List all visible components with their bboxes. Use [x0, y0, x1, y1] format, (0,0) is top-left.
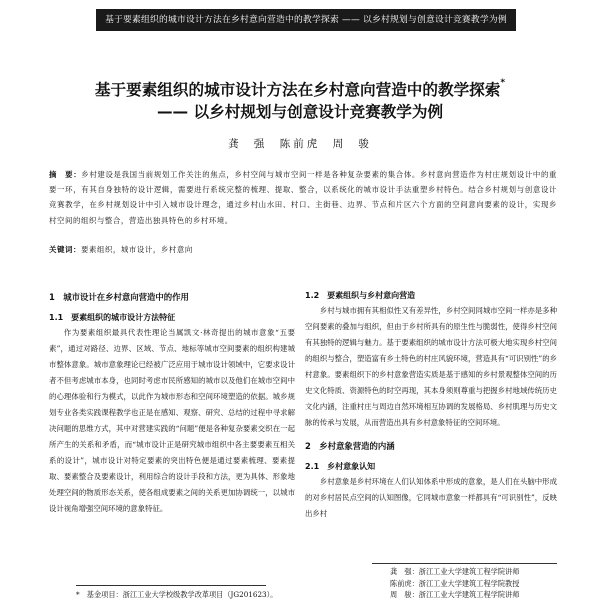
section-2-1-heading: 2.1 乡村意象认知 — [305, 462, 376, 471]
fund-footnote: * 基金项目：浙江工业大学校级教学改革项目（JG201623）。 — [76, 590, 278, 599]
author-info-divider — [372, 563, 557, 564]
section-1-2-body: 乡村与城市拥有其相似性又有差异性，乡村空间同城市空间一样亦是多种空间要素的叠加与组织，但由于乡村所具有的原生性与脆弱性，使得乡村空间有其独特的逻辑与魅力。基于要素组织的城市设计方法可极大地实现乡村空间的组织与整合，塑造富有乡土特色的村庄风貌环境，营造具有“可识别性”的乡村意象。要素组织下的乡村意象营造实质是基于感知的乡村景观整体空间的历史文化特质、资源特色的时空再现，其本身须则尊重与把握乡村地域传统历史文化内涵，注重村庄与周边自然环境相互协调的发展格局、乡村肌理与历史文脉的传承与发展，从而营造出具有乡村意象特征的空间环境。 — [305, 306, 557, 427]
author-info — [390, 566, 560, 601]
author-info-line: 龚 强：浙江工业大学建筑工程学院讲师 — [390, 567, 520, 576]
section-2-1-body: 乡村意象是乡村环境在人们认知体系中形成的意象，是人们在头脑中形成的对乡村居民点空间的认知图像，它同城市意象一样都具有“可识别性”，反映出乡村 — [305, 477, 557, 518]
author-info-line: 周 骏：浙江工业大学建筑工程学院讲师 — [390, 590, 520, 599]
keywords — [49, 243, 557, 257]
author-list: 龚 强 陈前虎 周 骏 — [228, 138, 372, 150]
keywords-text: 要素组织，城市设计，乡村意向 — [80, 245, 193, 254]
abstract-text: 乡村建设是我国当前规划工作关注的焦点，乡村空间与城市空间一样是各种复杂要素的集合体。乡村意向营造作为村庄规划设计中的重要一环，有其自身独特的设计逻辑，需要进行系统完整的梳理、提取、整合，以系统化的城市设计手法重塑乡村特色。结合乡村规划与创意设计竞赛教学，在乡村规划设计中引入城市设计理念，通过乡村山水田、村口、主街巷、边界、节点和片区六个方面的空间意向要素的设计，实现乡村空间的组织与整合，营造出独具特色的乡村环境。 — [49, 170, 558, 225]
section-1-heading: 1 城市设计在乡村意向营造中的作用 — [49, 292, 189, 302]
section-1-1-body: 作为要素组织最具代表性理论当属凯文·林奇提出的城市意象“五要素”，通过对路径、边界、区域、节点、地标等城市空间要素的组织构建城市整体意象。城市意象理论已经被广泛应用于城市设计领域中，它要求设计者不但考虑城市本身，也同时考虑市民所感知的城市以及他们在城市空间中的心理体验和行为模式，以此作为城市形态和空间环境塑造的依据。城乡规划专业各类实践课程教学也正是在感知、观察、研究、总结的过程中寻求解决问题的思维方式，其中对营建实践的“问题”便是各种复杂要素交织在一起所产生的关系和矛盾，而“城市设计正是研究城市组织中各主要要素互相关系的设计”，城市设计对特定要素的突出特色便是通过要素梳理、要素提取、要素整合及要素设计，利用综合的设计手段和方法，更为具体、形象地处理空间的物质形态关系，使各组成要素之间的关系更加协调统一，以城市设计视角增强空间环境的意象特征。 — [49, 328, 295, 513]
keywords-label: 关键词： — [49, 245, 81, 254]
abstract — [49, 167, 557, 228]
abstract-label: 摘 要： — [49, 170, 82, 179]
footnote-divider — [76, 585, 266, 586]
paper-subtitle: —— 以乡村规划与创意设计竞赛教学为例 — [156, 103, 444, 121]
section-2-heading: 2 乡村意象营造的内涵 — [305, 441, 395, 451]
title-footnote-mark: * — [500, 78, 506, 88]
left-column — [49, 290, 295, 517]
paper-title — [0, 78, 600, 100]
right-column — [305, 288, 557, 522]
section-1-2-heading: 1.2 要素组织与乡村意向营造 — [305, 291, 416, 300]
running-header: 基于要素组织的城市设计方法在乡村意向营造中的教学探索 —— 以乡村规划与创意设计竞赛教学为例 — [96, 9, 516, 31]
section-1-1-heading: 1.1 要素组织的城市设计方法特征 — [49, 313, 176, 322]
author-info-line: 陈前虎：浙江工业大学建筑工程学院教授 — [390, 578, 520, 588]
title-main: 基于要素组织的城市设计方法在乡村意向营造中的教学探索 — [94, 81, 501, 99]
